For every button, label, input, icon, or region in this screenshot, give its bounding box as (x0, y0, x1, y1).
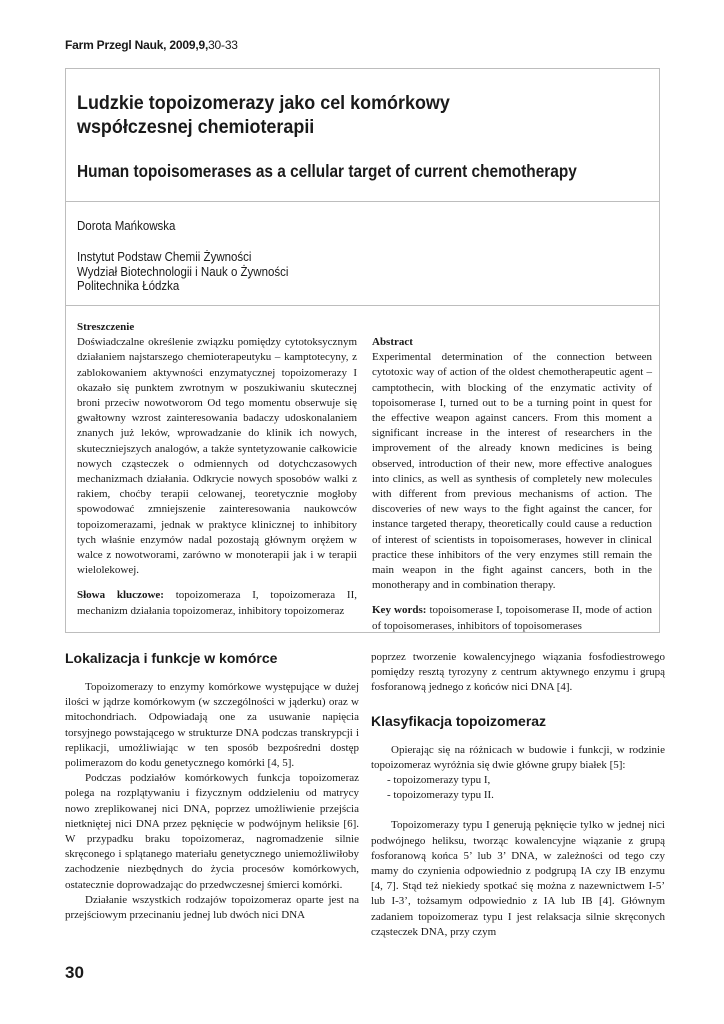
keywords-polish-text: topoizomeraza I, topoizomeraza II, mechanizm działania topoizomeraz, inhibitory topoizomeraz (77, 589, 358, 617)
paragraph-continuation: poprzez tworzenie kowalencyjnego wiązania fosfodiestrowego pomiędzy resztą tyrozyny z centrum aktywnego enzymu i grupą fosforanową jednego z końców nici DNA [4]. (371, 651, 665, 694)
abstract-polish (77, 320, 357, 619)
abstract-english (372, 335, 652, 634)
title-abstract-box (65, 68, 660, 633)
paragraph: Topoizomerazy typu I generują pęknięcie tylko w jednej nici podwójnego heliksu, tworząc kowalencyjne wiązanie z grupą fosforanową końca 5’ lub 3’ DNA, w zależności od tego czy mamy do czynienia odpowiednio z podgrupą IA czy IB enzymu [4, 7]. Stąd też niekiedy spotkać się można z nazewnictwem I-5’ lub I-3’, tożsamym odpowiednio z IA lub IB [4]. Głównym zadaniem topoizomeraz typu I jest relaksacja silnie skręconych cząsteczek DNA, przy czym (371, 819, 665, 938)
journal-citation: Farm Przegl Nauk, 2009,9, (65, 38, 209, 52)
abstract-polish-text: Doświadczalne określenie związku pomiędzy cytotoksycznym działaniem najstarszego chemioterapeutyku – kamptotecyny, z zablokowaniem aktywności enzymatycznej topoizomerazy I okazało się punktem zwrotnym w poszukiwaniu skutecznej broni przeciw nowotworom Od tego momentu obserwuje się gwałtowny wzrost zainteresowania badaczy udoskonalaniem znanych już leków, wprowadzanie do klinik ich nowych, skuteczniejszych analogów, a także syntetyzowanie całkowicie nowych cząsteczek o odmiennych od dotychczasowych mechanizmach działania. Odkrycie nowych sposobów walki z rakiem, choćby terapii celowanej, teoretycznie mogłoby spowodować zmniejszenie zainteresowania naukowców topoizomerazami, jednak w praktyce klinicznej to inhibitory tych właśnie enzymów nadal pozostają głównym orężem w walce z nowotworami, zarówno w monoterapii jak i w terapii wielolekowej. (77, 336, 357, 577)
page-number: 30 (65, 963, 84, 982)
list-item: - topoizomerazy typu II. (387, 789, 494, 802)
abstract-english-text: Experimental determination of the connection between cytotoxic way of action of the oldest chemotherapeutic agent – camptothecin, with blocking of the enzymatic activity of topoisomerase I, turned out to be a turning point in quest for the effective weapon against cancers. From this moment a significant increase in the interest of researchers in the improvement of the already known medicines is being observed, introduction of their new, more effective analogues into clinics, as well as synthesis of completely new molecules with different from previous mechanisms of action. The discoveries of new ways to the fight against the cancer, for instance targeted therapy, theoretically could cause a reduction of interest of scientists in topoisomerases, however in clinical practice these inhibitors of the very enzymes still remain the main weapon in the fight against cancers, both in the monotherapy and in combination therapy. (372, 351, 652, 592)
keywords-polish-label: Słowa kluczowe: (77, 589, 164, 602)
english-title: Human topoisomerases as a cellular target of current chemotherapy (77, 161, 577, 181)
body-column-right (371, 650, 665, 940)
affiliation-line: Wydział Biotechnologii i Nauk o Żywności (77, 264, 289, 279)
keywords-english-label: Key words: (372, 604, 427, 617)
list (371, 773, 665, 803)
abstract-english-heading: Abstract (372, 336, 413, 348)
paragraph: Działanie wszystkich rodzajów topoizomeraz oparte jest na przejściowym przecinaniu jednej lub dwóch nici DNA (65, 893, 359, 922)
keywords-polish (77, 588, 357, 618)
keywords-english-text: topoisomerase I, topoisomerase II, mode of action of topoisomerases, inhibitors of topoisomerases (372, 604, 652, 632)
section-heading-classification: Klasyfikacja topoizomeraz (371, 712, 547, 729)
paragraph: Podczas podziałów komórkowych funkcja topoizomeraz polega na rozplątywaniu i fizycznym oddzieleniu od matrycy nowo zreplikowanej nici DNA, poprzez umożliwienie przejścia nietkniętej nici DNA przez pęknięcie w podwójnym heliksie [6]. W przypadku braku topoizomeraz, nagromadzenie silnie skręconego i splątanego materiału genetycznego uniemożliwiłoby zachodzenie niezbędnych do życia procesów komórkowych, ostatecznie doprowadzając do przedwczesnej śmierci komórki. (65, 772, 359, 891)
polish-title-line-1: Ludzkie topoizomerazy jako cel komórkowy (77, 92, 450, 114)
divider-bottom (66, 305, 659, 306)
polish-title-line-2: współczesnej chemioterapii (77, 116, 315, 138)
paragraph: Topoizomerazy to enzymy komórkowe występujące w dużej ilości w jądrze komórkowym (w szczególności w jąderku) oraz w mitochondriach. Odpowiadają one za usuwanie napięcia torsyjnego powstającego w strukturze DNA podczas transkrypcji i replikacji, umożliwiając w ten sposób bezpośredni dostęp polimerazom do kodu genetycznego komórki [4, 5]. (65, 681, 359, 770)
list-item: - topoizomerazy typu I, (387, 774, 491, 787)
affiliation-line: Politechnika Łódzka (77, 279, 180, 293)
page-range: 30-33 (208, 38, 238, 52)
affiliation-line: Instytut Podstaw Chemii Żywności (77, 250, 252, 264)
section-heading-localization: Lokalizacja i funkcje w komórce (65, 650, 278, 666)
affiliation (77, 250, 288, 294)
paragraph: Opierając się na różnicach w budowie i funkcji, w rodzinie topoizomeraz wyróżnia się dwie główne grupy białek [5]: (371, 743, 665, 771)
author-name: Dorota Mańkowska (77, 219, 176, 233)
polish-title (77, 91, 592, 139)
abstract-polish-heading: Streszczenie (77, 321, 135, 333)
running-header (65, 38, 238, 52)
body-column-left (65, 650, 359, 923)
keywords-english (372, 603, 652, 633)
divider-top (66, 201, 659, 202)
